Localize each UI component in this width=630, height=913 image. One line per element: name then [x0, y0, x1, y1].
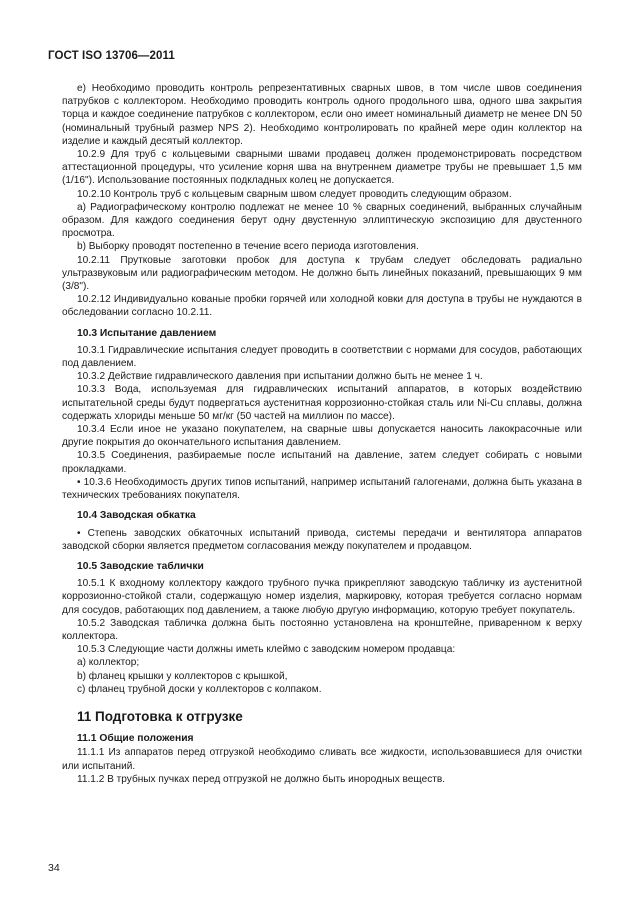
- heading-10-4: 10.4 Заводская обкатка: [77, 510, 196, 522]
- paragraph-10-2-10-b: b) Выборку проводят постепенно в течение всего периода изготовления.: [77, 241, 419, 253]
- paragraph-10-3-1: 10.3.1 Гидравлические испытания следует проводить в соответствии с нормами для сосудов, работающих под давлением.: [62, 344, 582, 370]
- paragraph-10-4: • Степень заводских обкаточных испытаний привода, системы передачи и вентилятора аппаратов заводской сборки является предметом согласования между покупателем и продавцом.: [62, 527, 582, 552]
- page-number: 34: [48, 862, 60, 874]
- paragraph-11-1-1: 11.1.1 Из аппаратов перед отгрузкой необходимо сливать все жидкости, использовавшиеся для очистки или испытаний.: [62, 747, 582, 772]
- list-item-10-5-3-b: b) фланец крышки у коллекторов с крышкой,: [77, 670, 288, 682]
- paragraph-10-5-3: 10.5.3 Следующие части должны иметь клеймо с заводским номером продавца:: [77, 644, 456, 656]
- paragraph-10-3-5: 10.3.5 Соединения, разбираемые после испытаний на давление, затем следует собирать с новыми прокладками.: [62, 450, 582, 475]
- list-item-10-5-3-a: а) коллектор;: [77, 657, 140, 669]
- paragraph-10-2-10-a: a) Радиографическому контролю подлежат не менее 10 % сварных соединений, выбранных случайным образом. Для каждого соединения берут одну двустенную эллиптическую экспозицию для двустенного просмотра.: [62, 201, 582, 240]
- document-header: ГОСТ ISO 13706—2011: [48, 50, 175, 62]
- heading-11: 11 Подготовка к отгрузке: [77, 708, 243, 724]
- heading-10-3: 10.3 Испытание давлением: [77, 327, 217, 339]
- paragraph-10-2-12: 10.2.12 Индивидуально кованые пробки горячей или холодной ковки для доступа в трубы не нуждаются в обследовании согласно 10.2.11.: [62, 294, 582, 319]
- paragraph-11-1-2: 11.1.2 В трубных пучках перед отгрузкой не должно быть инородных веществ.: [77, 773, 446, 785]
- document-body: [62, 82, 582, 786]
- paragraph-10-3-6: • 10.3.6 Необходимость других типов испытаний, например испытаний галогенами, должна быть указана в технических требованиях покупателя.: [62, 476, 582, 502]
- paragraph-10-5-2: 10.5.2 Заводская табличка должна быть постоянно установлена на кронштейне, приваренном к верху коллектора.: [62, 617, 582, 642]
- paragraph-10-5-1: 10.5.1 К входному коллектору каждого трубного пучка прикрепляют заводскую табличку из аустенитной коррозионно-стойкой стали, содержащую номер изделия, маркировку, которая требуется согласно нормам для сосудов, работающих под давлением, а также любую другую информацию, которую требует покупатель.: [62, 578, 582, 616]
- paragraph-e: е) Необходимо проводить контроль репрезентативных сварных швов, в том числе швов соединения патрубков с коллектором. Необходимо проводить контроль одного продольного шва, одного шва закрытия торца и каждое соединение патрубков с коллектором, если оно имеет номинальный диаметр не менее DN 50 (номинальный трубный размер NPS 2). Необходимо контролировать по крайней мере один коллектор на изделие и каждый десятый коллектор.: [62, 83, 582, 147]
- paragraph-10-2-10: 10.2.10 Контроль труб с кольцевым сварным швом следует проводить следующим образом.: [77, 188, 512, 200]
- paragraph-10-2-9: 10.2.9 Для труб с кольцевыми сварными швами продавец должен продемонстрировать посредством аттестационной процедуры, что усиление корня шва на внутреннем диаметре трубы не превышает 1,5 мм (1/16"). Использование постоянных подкладных колец не допускается.: [62, 149, 582, 187]
- heading-11-1: 11.1 Общие положения: [77, 733, 194, 745]
- paragraph-10-3-3: 10.3.3 Вода, используемая для гидравлических испытаний аппаратов, в которых воздействию испытательной среды будут подвергаться аустенитная коррозионно-стойкая сталь или Ni-Cu сплавы, должна содержать хлориды меньше 50 мг/кг (50 частей на миллион по массе).: [62, 384, 582, 422]
- list-item-10-5-3-c: c) фланец трубной доски у коллекторов с колпаком.: [77, 683, 322, 695]
- paragraph-10-3-2: 10.3.2 Действие гидравлического давления при испытании должно быть не менее 1 ч.: [77, 371, 483, 383]
- paragraph-10-2-11: 10.2.11 Прутковые заготовки пробок для доступа к трубам следует обследовать радиально ультразвуковым или радиографическим методом. Не должно быть линейных показаний, превышающих 9 мм (3/8").: [62, 254, 582, 293]
- heading-10-5: 10.5 Заводские таблички: [77, 560, 204, 572]
- paragraph-10-3-4: 10.3.4 Если иное не указано покупателем, на сварные швы допускается наносить лакокрасочные или другие покрытия до окончательного испытания давлением.: [62, 424, 582, 449]
